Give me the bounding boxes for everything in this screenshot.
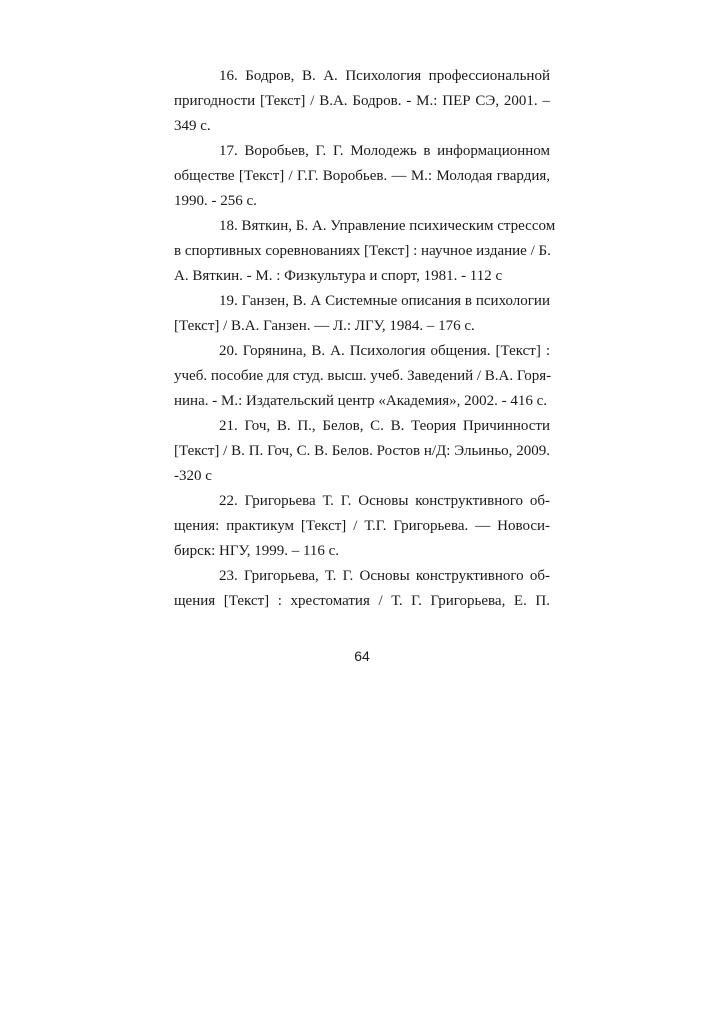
reference-line: пригодности [Текст] / В.А. Бодров. - М.: ПЕР СЭ, 2001. – [174, 93, 550, 109]
reference-entry [174, 214, 556, 289]
reference-list [174, 64, 556, 614]
reference-line: 23. Григорьева, Т. Г. Основы конструктивного об- [219, 568, 550, 584]
reference-entry [174, 139, 550, 214]
reference-line: 18. Вяткин, Б. А. Управление психическим стрессом [219, 218, 556, 234]
reference-line: 19. Ганзен, В. А Системные описания в психологии [219, 293, 550, 309]
reference-line: 16. Бодров, В. А. Психология профессиональной [219, 68, 550, 84]
reference-entry [174, 564, 550, 614]
reference-line: щения [Текст] : хрестоматия / Т. Г. Григорьева, Е. П. [174, 593, 550, 609]
reference-entry [174, 339, 550, 414]
reference-line: 349 с. [174, 118, 211, 134]
reference-line: обществе [Текст] / Г.Г. Воробьев. — М.: Молодая гвардия, [174, 168, 550, 184]
reference-line: нина. - М.: Издательский центр «Академия», 2002. - 416 с. [174, 393, 548, 409]
reference-line: 21. Гоч, В. П., Белов, С. В. Теория Причинности [219, 418, 550, 434]
reference-entry [174, 414, 550, 489]
reference-line: [Текст] / В. П. Гоч, С. В. Белов. Ростов н/Д: Эльиньо, 2009. [174, 443, 550, 459]
reference-entry [174, 64, 550, 139]
reference-line: 22. Григорьева Т. Г. Основы конструктивного об- [219, 493, 550, 509]
reference-entry [174, 289, 550, 339]
reference-line: [Текст] / В.А. Ганзен. — Л.: ЛГУ, 1984. – 176 с. [174, 318, 475, 334]
reference-line: А. Вяткин. - М. : Физкультура и спорт, 1981. - 112 с [174, 268, 503, 284]
reference-line: 1990. - 256 с. [174, 193, 257, 209]
reference-line: 20. Горянина, В. А. Психология общения. [Текст] : [219, 343, 550, 359]
reference-line: щения: практикум [Текст] / Т.Г. Григорьева. — Новоси- [174, 518, 550, 534]
reference-entry [174, 489, 550, 564]
reference-line: в спортивных соревнованиях [Текст] : научное издание / Б. [174, 243, 551, 259]
reference-line: учеб. пособие для студ. высш. учеб. Заведений / В.А. Горя- [174, 368, 552, 384]
reference-line: -320 с [174, 468, 212, 484]
page-number: 64 [354, 648, 370, 664]
reference-line: 17. Воробьев, Г. Г. Молодежь в информационном [219, 143, 550, 159]
reference-line: бирск: НГУ, 1999. – 116 с. [174, 543, 340, 559]
